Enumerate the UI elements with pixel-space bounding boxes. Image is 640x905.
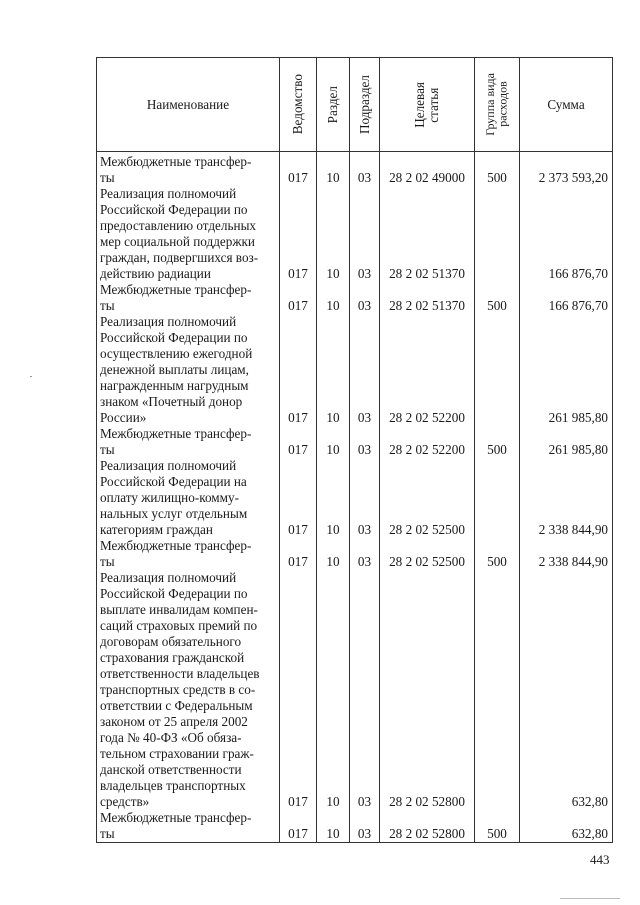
group-value: 500 — [487, 442, 507, 457]
target-value: 28 2 02 52500 — [389, 554, 465, 569]
name-line: категориям граждан — [100, 522, 213, 537]
podrazdel-value: 03 — [357, 266, 372, 281]
header-razdel-label: Раздел — [325, 85, 341, 124]
name-line: Российской Федерации на — [100, 474, 247, 489]
header-group — [475, 58, 520, 152]
razdel-value: 10 — [326, 442, 340, 457]
name-line: ответствии с Федеральным — [100, 698, 253, 713]
group-value: 500 — [487, 170, 507, 185]
target-value: 28 2 02 51370 — [389, 298, 465, 313]
header-razdel — [317, 58, 350, 152]
name-line: владельцев транспортных — [100, 778, 246, 793]
sum-value: 166 876,70 — [548, 266, 608, 281]
name-line: Российской Федерации по — [100, 330, 248, 345]
name-line: тельном страховании граж- — [100, 746, 254, 761]
name-line: Российской Федерации по — [100, 202, 248, 217]
name-line: договорам обязательного — [100, 634, 242, 649]
name-line: награжденным нагрудным — [100, 378, 249, 393]
razdel-value: 10 — [326, 266, 340, 281]
razdel-value: 10 — [326, 522, 340, 537]
ved-value: 017 — [288, 794, 308, 809]
target-value: 28 2 02 51370 — [389, 266, 465, 281]
ved-value: 017 — [288, 826, 308, 841]
target-value: 28 2 02 52500 — [389, 522, 465, 537]
name-line: страхования гражданской — [100, 650, 245, 665]
name-line: Межбюджетные трансфер- — [100, 154, 252, 169]
name-line: Реализация полномочий — [100, 314, 237, 329]
ved-value: 017 — [288, 298, 308, 313]
name-line: ты — [100, 826, 115, 841]
name-line: года № 40-ФЗ «Об обяза- — [100, 730, 242, 745]
name-line: ты — [100, 298, 115, 313]
podrazdel-value: 03 — [357, 442, 372, 457]
name-line: законом от 25 апреля 2002 — [100, 714, 248, 729]
razdel-value: 10 — [326, 170, 340, 185]
name-line: России» — [100, 410, 147, 425]
name-line: Межбюджетные трансфер- — [100, 282, 252, 297]
name-line: Межбюджетные трансфер- — [100, 426, 252, 441]
scan-speck — [30, 376, 32, 377]
sum-value: 166 876,70 — [548, 298, 608, 313]
name-line: граждан, подвергшихся воз- — [100, 250, 259, 265]
name-line: данской ответственности — [100, 762, 242, 777]
header-target — [380, 58, 475, 152]
ved-value: 017 — [288, 554, 308, 569]
group-value: 500 — [487, 298, 507, 313]
razdel-value: 10 — [326, 410, 340, 425]
name-line: выплате инвалидам компен- — [100, 602, 258, 617]
name-line: средств» — [100, 794, 150, 809]
header-group-label — [484, 73, 509, 136]
podrazdel-value: 03 — [357, 554, 372, 569]
budget-table — [96, 57, 613, 843]
name-line: Реализация полномочий — [100, 570, 237, 585]
target-value: 28 2 02 52800 — [389, 794, 465, 809]
podrazdel-value: 03 — [357, 410, 372, 425]
sum-value: 2 373 593,20 — [538, 170, 608, 185]
name-line: ты — [100, 442, 115, 457]
target-value: 28 2 02 52200 — [389, 410, 465, 425]
podrazdel-value: 03 — [357, 794, 372, 809]
group-value — [475, 266, 519, 282]
name-line: действию радиации — [100, 266, 211, 281]
sum-value: 2 338 844,90 — [538, 522, 608, 537]
name-line: Реализация полномочий — [100, 186, 237, 201]
name-line: осуществлению ежегодной — [100, 346, 253, 361]
razdel-value: 10 — [326, 554, 340, 569]
sum-value: 261 985,80 — [548, 442, 608, 457]
podrazdel-value: 03 — [357, 298, 372, 313]
sum-column — [520, 152, 613, 843]
razdel-value: 10 — [326, 794, 340, 809]
table-header-row — [97, 58, 613, 152]
ved-value: 017 — [288, 410, 308, 425]
sum-value: 632,80 — [571, 826, 608, 841]
razdel-column — [317, 152, 350, 843]
target-column — [380, 152, 475, 843]
name-line: денежной выплаты лицам, — [100, 362, 249, 377]
group-value — [475, 410, 519, 426]
group-value: 500 — [487, 826, 507, 841]
name-line: нальных услуг отдельным — [100, 506, 248, 521]
header-vedomstvo-label: Ведомство — [290, 74, 306, 135]
name-line: оплату жилищно-комму- — [100, 490, 239, 505]
group-column — [475, 152, 520, 843]
target-value: 28 2 02 52200 — [389, 442, 465, 457]
header-sum-label: Сумма — [547, 96, 585, 112]
vedomstvo-column — [280, 152, 317, 843]
sum-value: 632,80 — [571, 794, 608, 809]
group-value — [475, 522, 519, 538]
ved-value: 017 — [288, 266, 308, 281]
group-value — [475, 794, 519, 810]
name-line: Российской Федерации по — [100, 586, 248, 601]
header-podrazdel — [350, 58, 380, 152]
podrazdel-column — [350, 152, 380, 843]
page-number: 443 — [590, 852, 610, 867]
name-line: ты — [100, 554, 115, 569]
name-line: транспортных средств в со- — [100, 682, 256, 697]
header-target-line1: Целевая — [412, 81, 428, 128]
name-line: ты — [100, 170, 115, 185]
header-podrazdel-label: Подраздел — [356, 74, 372, 134]
name-line: ответственности владельцев — [100, 666, 260, 681]
ved-value: 017 — [288, 522, 308, 537]
header-target-label — [413, 82, 441, 128]
name-line: знаком «Почетный донор — [100, 394, 243, 409]
name-line: предоставлению отдельных — [100, 218, 257, 233]
target-value: 28 2 02 49000 — [389, 170, 465, 185]
sum-value: 261 985,80 — [548, 410, 608, 425]
table-body-row — [97, 152, 613, 843]
header-name-label: Наименование — [146, 96, 230, 112]
name-line: саций страховых премий по — [100, 618, 258, 633]
header-sum — [520, 58, 613, 152]
razdel-value: 10 — [326, 298, 340, 313]
razdel-value: 10 — [326, 826, 340, 841]
header-target-line2: статья — [426, 86, 441, 123]
header-name — [97, 58, 280, 152]
name-line: Межбюджетные трансфер- — [100, 810, 252, 825]
group-value: 500 — [487, 554, 507, 569]
sum-value: 2 338 844,90 — [538, 554, 608, 569]
header-group-line1: Группа вида — [483, 73, 498, 136]
podrazdel-value: 03 — [357, 522, 372, 537]
podrazdel-value: 03 — [357, 170, 372, 185]
header-group-line2: расходов — [496, 81, 510, 128]
scan-edge-line — [560, 898, 620, 899]
podrazdel-value: 03 — [357, 826, 372, 841]
name-line: Реализация полномочий — [100, 458, 237, 473]
header-vedomstvo — [280, 58, 317, 152]
name-column — [97, 152, 280, 843]
target-value: 28 2 02 52800 — [389, 826, 465, 841]
ved-value: 017 — [288, 170, 308, 185]
ved-value: 017 — [288, 442, 308, 457]
name-line: Межбюджетные трансфер- — [100, 538, 252, 553]
name-line: мер социальной поддержки — [100, 234, 255, 249]
